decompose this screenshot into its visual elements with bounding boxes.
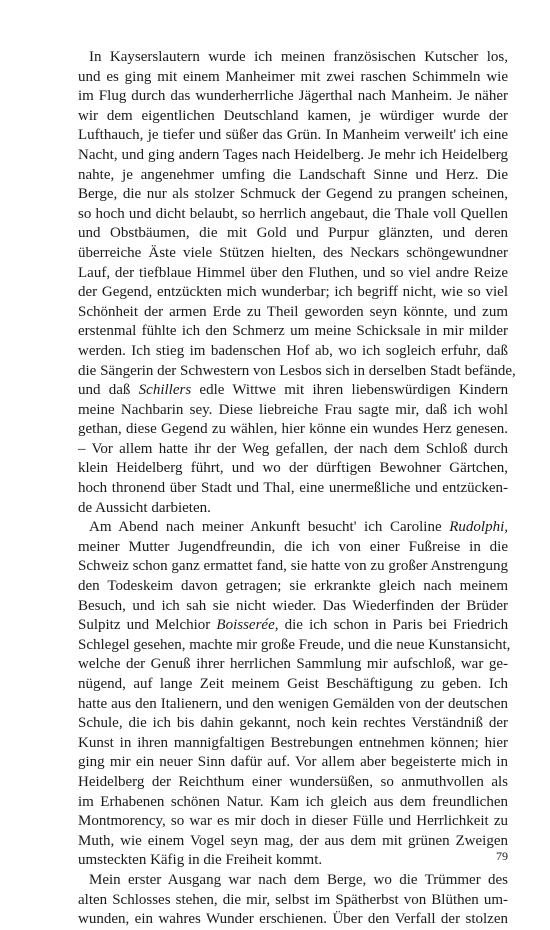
- text-line: so hoch und dicht belaubt, so herrlich angebaut, die Thale voll Quellen: [78, 205, 508, 222]
- text-line: ging mir ein neuer Sinn dafür auf. Vor allem aber begeisterte mich in: [78, 754, 508, 771]
- text-line: welche der Genuß ihrer herrlichen Sammlung mir aufschloß, war ge-: [78, 656, 508, 673]
- text-line: und daß Schillers edle Wittwe mit ihren liebenswürdigen Kindern: [78, 382, 509, 399]
- text-line: Nacht, und ging andern Tages nach Heidelberg. Je mehr ich Heidelberg: [78, 146, 508, 163]
- text-line: im Erhabenen schönen Natur. Kam ich gleich aus dem freundlichen: [78, 793, 508, 810]
- text-line: alten Schlosses stehen, die mir, selbst im Spätherbst von Blüthen um-: [78, 891, 508, 908]
- text-line: Lauf, der tiefblaue Himmel über den Fluthen, und so viel andre Reize: [78, 264, 508, 281]
- paragraph: [78, 518, 511, 871]
- text-line: und es ging mit einem Manheimer mit zwei raschen Schimmeln wie: [78, 68, 508, 85]
- text-line: wunden, ein wahres Wunder erschienen. Über den Verfall der stolzen: [78, 911, 508, 928]
- text-line: Berge, die nur als stolzer Schmuck der Gegend zu prangen scheinen,: [78, 186, 508, 203]
- text-line: nahte, je angenehmer umfing die Landschaft Sinne und Herz. Die: [78, 166, 508, 183]
- text-line: Schule, die ich bis dahin gekannt, noch kein rechtes Verständniß der: [78, 715, 508, 732]
- text-line: klein Heidelberg führt, und wo der dürftigen Bewohner Gärtchen,: [78, 460, 508, 477]
- text-line: überreiche Äste viele Stützen hielten, des Neckars schöngewundner: [78, 244, 508, 261]
- text-line: Lufthauch, je tiefer und süßer das Grün. In Manheim verweilt' ich eine: [78, 127, 508, 144]
- text-line: Schlegel gesehen, machte mir große Freude, und die neue Kunstansicht,: [78, 636, 511, 653]
- text-line: umsteckten Käfig in die Freiheit kommt.: [78, 852, 323, 869]
- text-line: Mein erster Ausgang war nach dem Berge, wo die Trümmer des: [89, 871, 508, 888]
- book-page-text: [78, 48, 516, 930]
- text-line: Schönheit der armen Erde zu Theil geworden seyn könnte, und zum: [78, 303, 508, 320]
- text-line: die Sängerin der Schwestern von Lesbos sich in derselben Stadt befände,: [78, 362, 516, 379]
- paragraph: [78, 48, 516, 518]
- text-line: Montmorency, so war es mir doch in dieser Fülle und Herrlichkeit zu: [78, 813, 508, 830]
- text-line: – Vor allem hatte ihr der Weg gefallen, der nach dem Schloß durch: [78, 440, 508, 457]
- text-line: Besuch, und ich sah sie nicht wieder. Das Wiederfinden der Brüder: [78, 597, 508, 614]
- text-line: im Flug durch das wunderherrliche Jägerthal nach Manheim. Je näher: [78, 88, 508, 105]
- text-line: Schweiz schon ganz ermattet fand, sie hatte von zu großer Anstrengung: [78, 558, 508, 575]
- text-line: und Obstbäumen, die mit Gold und Purpur glänzten, und deren: [78, 225, 508, 242]
- text-line: der Gegend, entzückten mich wunderbar; ich begriff nicht, wie so viel: [78, 284, 508, 301]
- text-line: Muth, wie einem Vogel seyn mag, der aus dem mit grünen Zweigen: [78, 832, 508, 849]
- text-line: Heidelberg der Reichthum einer wundersüßen, so anmuthvollen als: [78, 773, 508, 790]
- text-line: In Kayserslautern wurde ich meinen französischen Kutscher los,: [89, 49, 508, 65]
- page-number: 79: [496, 849, 508, 863]
- text-line: Sulpitz und Melchior Boisserée, die ich schon in Paris bei Friedrich: [78, 617, 509, 634]
- text-line: erstenmal fühlte ich den Schmerz um meine Schicksale in mir milder: [78, 323, 508, 340]
- text-line: hoch thronend über Stadt und Thal, eine unermeßliche und entzücken-: [78, 480, 508, 497]
- text-line: den Todeskeim davon getragen; sie erkrankte gleich nach meinem: [78, 578, 508, 595]
- text-line: Am Abend nach meiner Ankunft besucht' ich Caroline Rudolphi,: [89, 519, 508, 536]
- text-line: hatte aus den Italienern, und den wenigen Gemälden von der deutschen: [78, 695, 508, 712]
- text-line: meiner Mutter Jugendfreundin, die ich von einer Fußreise in die: [78, 538, 508, 555]
- text-line: wir dem eigentlichen Deutschland kamen, je würdiger wurde der: [78, 107, 508, 124]
- text-line: werden. Ich stieg im badenschen Hof ab, wo ich sogleich erfuhr, daß: [78, 342, 508, 359]
- text-line: Kunst in ihren mannigfaltigen Bestrebungen entnehmen können; hier: [78, 734, 508, 751]
- text-line: de Aussicht darbieten.: [78, 499, 211, 516]
- text-line: gethan, diese Gegend zu wählen, hier könne ein wundes Herz genesen.: [78, 421, 508, 438]
- text-line: nügend, auf lange Zeit meinem Geist Beschäftigung zu geben. Ich: [78, 676, 508, 692]
- text-line: meine Nachbarin sey. Diese liebreiche Frau sagte mir, daß ich wohl: [78, 401, 508, 418]
